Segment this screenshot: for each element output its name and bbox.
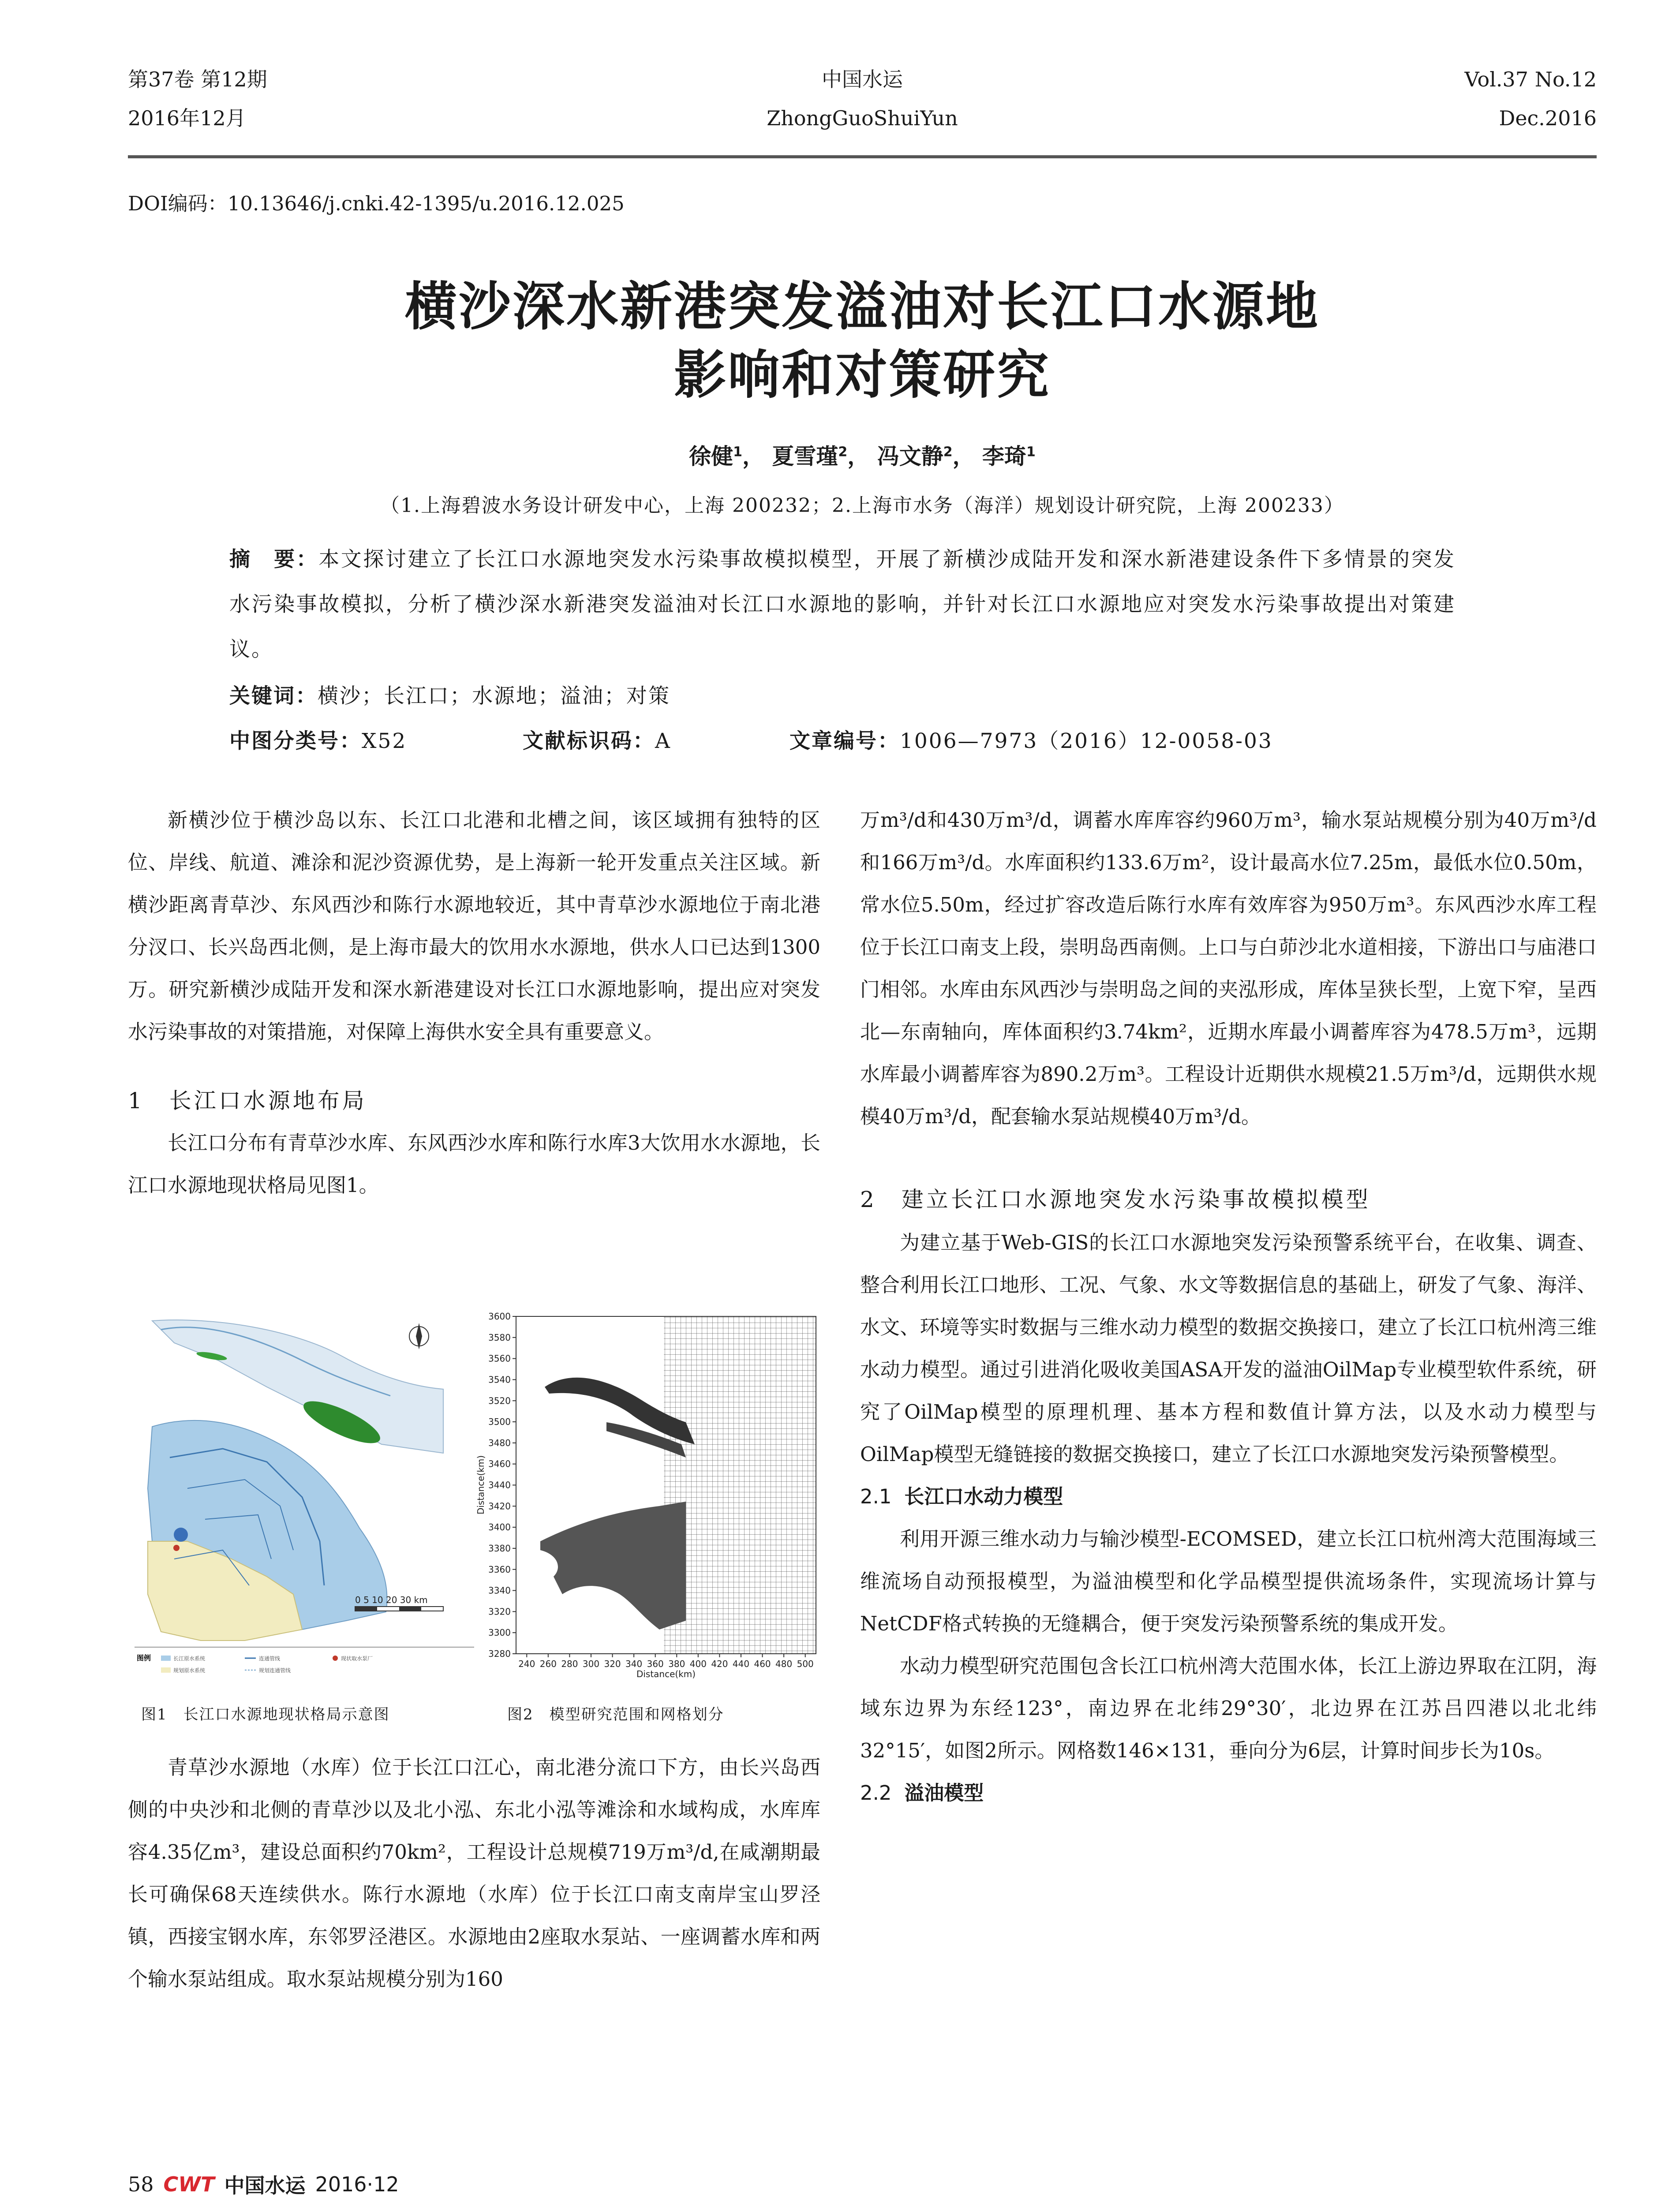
figure-1-map — [135, 1312, 474, 1680]
figure-2-mesh-chart — [474, 1312, 827, 1680]
y-tick-label: 3320 — [488, 1606, 511, 1617]
left-column — [128, 799, 820, 1207]
footer — [128, 2170, 399, 2199]
legend-item: 现状取水泵厂 — [341, 1656, 373, 1662]
author-name: 徐健 — [689, 444, 733, 469]
article-value: 1006—7973（2016）12-0058-03 — [900, 729, 1273, 753]
legend-item: 连通管线 — [259, 1656, 281, 1662]
y-tick-label: 3600 — [488, 1312, 511, 1322]
footer-journal: 中国水运 — [224, 2174, 306, 2198]
x-axis-label: Distance(km) — [636, 1669, 696, 1679]
left-column-continued — [128, 1746, 820, 2000]
y-tick-label: 3380 — [488, 1543, 511, 1554]
author-affil-mark: 2 — [838, 444, 848, 460]
abstract-text: 本文探讨建立了长江口水源地突发水污染事故模拟模型，开展了新横沙成陆开发和深水新港建设条件下多情景的突发水污染事故模拟，分析了横沙深水新港突发溢油对长江口水源地的影响，并针对长江口水源地应对突发水污染事故提出对策建议。 — [229, 547, 1456, 662]
author-name: 夏雪瑾 — [772, 444, 838, 469]
y-tick-label: 3540 — [488, 1374, 511, 1385]
paragraph: 为建立基于Web-GIS的长江口水源地突发污染预警系统平台，在收集、调查、整合利用长江口地形、工况、气象、水文等数据信息的基础上，研发了气象、海洋、水文、环境等实时数据与三维水动力模型的数据交换接口，建立了长江口杭州湾三维水动力模型。通过引进消化吸收美国ASA开发的溢油OilMap专业模型软件系统，研究了OilMap模型的原理机理、基本方程和数值计算方法，以及水动力模型与OilMap模型无缝链接的数据交换接口，建立了长江口水源地突发污染预警模型。 — [860, 1231, 1597, 1466]
y-tick-label: 3460 — [488, 1458, 511, 1469]
doi: DOI编码：10.13646/j.cnki.42-1395/u.2016.12.025 — [128, 192, 625, 215]
legend-item: 规划原水系统 — [173, 1667, 206, 1674]
y-tick-label: 3500 — [488, 1416, 511, 1428]
footer-issue: 2016·12 — [315, 2172, 399, 2196]
y-tick-label: 3420 — [488, 1501, 511, 1512]
x-tick-label: 280 — [561, 1659, 578, 1669]
paragraph: 新横沙位于横沙岛以东、长江口北港和北槽之间，该区域拥有独特的区位、岸线、航道、滩涂和泥沙资源优势，是上海新一轮开发重点关注区域。新横沙距离青草沙、东风西沙和陈行水源地较近，其中青草沙水源地位于南北港分汊口、长兴岛西北侧，是上海市最大的饮用水水源地，供水人口已达到1300万。研究新横沙成陆开发和深水新港建设对长江口水源地影响，提出应对突发水污染事故的对策措施，对保障上海供水安全具有重要意义。 — [128, 808, 820, 1043]
y-tick-label: 3400 — [488, 1522, 511, 1533]
y-tick-label: 3520 — [488, 1395, 511, 1406]
x-tick-label: 340 — [625, 1659, 643, 1669]
header-date-en: Dec.2016 — [1499, 106, 1597, 130]
header-volume: 第37卷 第12期 — [128, 67, 267, 91]
title-line1: 横沙深水新港突发溢油对长江口水源地 — [404, 276, 1320, 337]
x-axis-ticks — [518, 1654, 814, 1669]
clc-label: 中图分类号： — [229, 729, 362, 753]
abstract-label: 摘 要： — [229, 547, 319, 572]
scale-bar — [355, 1607, 443, 1611]
section-heading: 2 建立长江口水源地突发水污染事故模拟模型 — [860, 1187, 1371, 1212]
chenhang-reservoir-marker — [174, 1528, 188, 1542]
header-journal: 中国水运 — [822, 67, 903, 91]
paragraph: 万m³/d和430万m³/d，调蓄水库库容约960万m³，输水泵站规模分别为40万m³/d和166万m³/d。水库面积约133.6万m²，设计最高水位7.25m，最低水位0.50m，常水位5.50m，经过扩容改造后陈行水库有效库容为950万m³。东风西沙水库工程位于长江口南支上段，崇明岛西南侧。上口与白茆沙北水道相接，下游出口与庙港口门相邻。水库由东风西沙与崇明岛之间的夹泓形成，库体呈狭长型，上宽下窄，呈西北—东南轴向，库体面积约3.74km²，近期水库最小调蓄库容为478.5万m³，远期水库最小调蓄库容为890.2万m³。工程设计近期供水规模21.5万m³/d，远期供水规模40万m³/d，配套输水泵站规模40万m³/d。 — [860, 808, 1597, 1128]
x-tick-label: 380 — [668, 1659, 685, 1669]
x-tick-label: 500 — [797, 1659, 814, 1669]
subsection-number: 2.2 — [860, 1781, 892, 1805]
author-separator: ， — [952, 444, 975, 469]
author-affil-mark: 1 — [733, 444, 742, 460]
x-tick-label: 320 — [604, 1659, 621, 1669]
offshore-mesh — [664, 1316, 816, 1654]
author-list — [128, 439, 1597, 471]
subsection-title: 溢油模型 — [904, 1781, 984, 1805]
pump-station-marker — [173, 1545, 180, 1551]
y-tick-label: 3440 — [488, 1480, 511, 1491]
y-tick-label: 3360 — [488, 1564, 511, 1575]
author-separator: ， — [742, 444, 764, 469]
header-journal-pinyin: ZhongGuoShuiYun — [767, 106, 958, 130]
author-affil-mark: 2 — [943, 444, 953, 460]
article-number — [789, 719, 1273, 764]
y-tick-label: 3280 — [488, 1648, 511, 1659]
x-tick-label: 240 — [518, 1659, 535, 1669]
subsection-title: 长江口水动力模型 — [904, 1485, 1063, 1508]
x-tick-label: 480 — [775, 1659, 793, 1669]
doc-label: 文献标识码： — [523, 729, 655, 753]
paragraph: 水动力模型研究范围包含长江口杭州湾大范围水体，长江上游边界取在江阴，海域东边界为东经123°，南边界在北纬29°30′，北边界在江苏吕四港以北北纬32°15′，如图2所示。网格数146×131，垂向分为6层，计算时间步长为10s。 — [860, 1654, 1597, 1762]
paragraph: 青草沙水源地（水库）位于长江口江心，南北港分流口下方，由长兴岛西侧的中央沙和北侧的青草沙以及北小泓、东北小泓等滩涂和水域构成，水库库容4.35亿m³，建设总面积约70km²，工程设计总规模719万m³/d,在咸潮期最长可确保68天连续供水。陈行水源地（水库）位于长江口南支南岸宝山罗泾镇，西接宝钢水库，东邻罗泾港区。水源地由2座取水泵站、一座调蓄水库和两个输水泵站组成。取水泵站规模分别为160 — [128, 1756, 820, 1991]
clc-number — [229, 719, 407, 764]
legend-title: 图例 — [137, 1654, 151, 1662]
y-tick-label: 3480 — [488, 1437, 511, 1448]
x-tick-label: 260 — [539, 1659, 557, 1669]
header-vol-en: Vol.37 No.12 — [1464, 67, 1597, 91]
paragraph: 长江口分布有青草沙水库、东风西沙水库和陈行水库3大饮用水水源地，长江口水源地现状格局见图1。 — [128, 1131, 820, 1197]
subsection-number: 2.1 — [860, 1485, 892, 1508]
abstract — [229, 537, 1456, 672]
legend-swatch — [161, 1656, 171, 1661]
scale-bar-label: 0 5 10 20 30 km — [355, 1595, 428, 1605]
doc-value: A — [655, 729, 671, 753]
y-tick-label: 3340 — [488, 1585, 511, 1596]
author-name: 李琦 — [982, 444, 1026, 469]
right-column — [860, 799, 1597, 1814]
article-label: 文章编号： — [789, 729, 900, 753]
x-tick-label: 360 — [647, 1659, 664, 1669]
title-line2: 影响和对策研究 — [673, 344, 1051, 405]
legend-swatch — [333, 1656, 338, 1661]
subsection-heading — [860, 1476, 1597, 1518]
header-rule — [128, 155, 1597, 158]
subsection-heading — [860, 1772, 1597, 1814]
figure-1-caption: 图1 长江口水源地现状格局示意图 — [141, 1706, 390, 1723]
x-tick-label: 400 — [689, 1659, 707, 1669]
y-tick-label: 3580 — [488, 1332, 511, 1343]
author-separator: ， — [847, 444, 870, 469]
figure-2-caption: 图2 模型研究范围和网格划分 — [507, 1706, 724, 1723]
y-axis-ticks — [488, 1312, 516, 1659]
y-tick-label: 3560 — [488, 1353, 511, 1364]
keywords — [229, 674, 1456, 719]
keywords-text: 横沙；长江口；水源地；溢油；对策 — [318, 684, 670, 708]
section-heading: 1 长江口水源地布局 — [128, 1088, 367, 1114]
x-tick-label: 300 — [582, 1659, 600, 1669]
author-name: 冯文静 — [877, 444, 943, 469]
y-tick-label: 3300 — [488, 1627, 511, 1638]
legend-item: 长江原水系统 — [173, 1656, 206, 1662]
keywords-label: 关键词： — [229, 684, 318, 708]
clc-value: X52 — [362, 729, 407, 753]
y-axis-label: Distance(km) — [475, 1455, 486, 1515]
cwt-logo: CWT — [163, 2172, 215, 2196]
legend-swatch — [161, 1667, 171, 1673]
x-tick-label: 420 — [711, 1659, 728, 1669]
legend-item: 规划连通管线 — [259, 1667, 291, 1674]
doc-code — [523, 719, 671, 764]
affiliation: （1.上海碧波水务设计研发中心，上海 200232；2.上海市水务（海洋）规划设计研究院，上海 200233） — [380, 494, 1344, 517]
paragraph: 利用开源三维水动力与输沙模型-ECOMSED，建立长江口杭州湾大范围海域三维流场自动预报模型，为溢油模型和化学品模型提供流场条件，实现流场计算与NetCDF格式转换的无缝耦合，便于突发污染预警系统的集成开发。 — [860, 1527, 1597, 1635]
x-tick-label: 440 — [732, 1659, 750, 1669]
header-date: 2016年12月 — [128, 106, 246, 130]
x-tick-label: 460 — [754, 1659, 771, 1669]
author-affil-mark: 1 — [1026, 444, 1036, 460]
page-number: 58 — [128, 2172, 154, 2196]
